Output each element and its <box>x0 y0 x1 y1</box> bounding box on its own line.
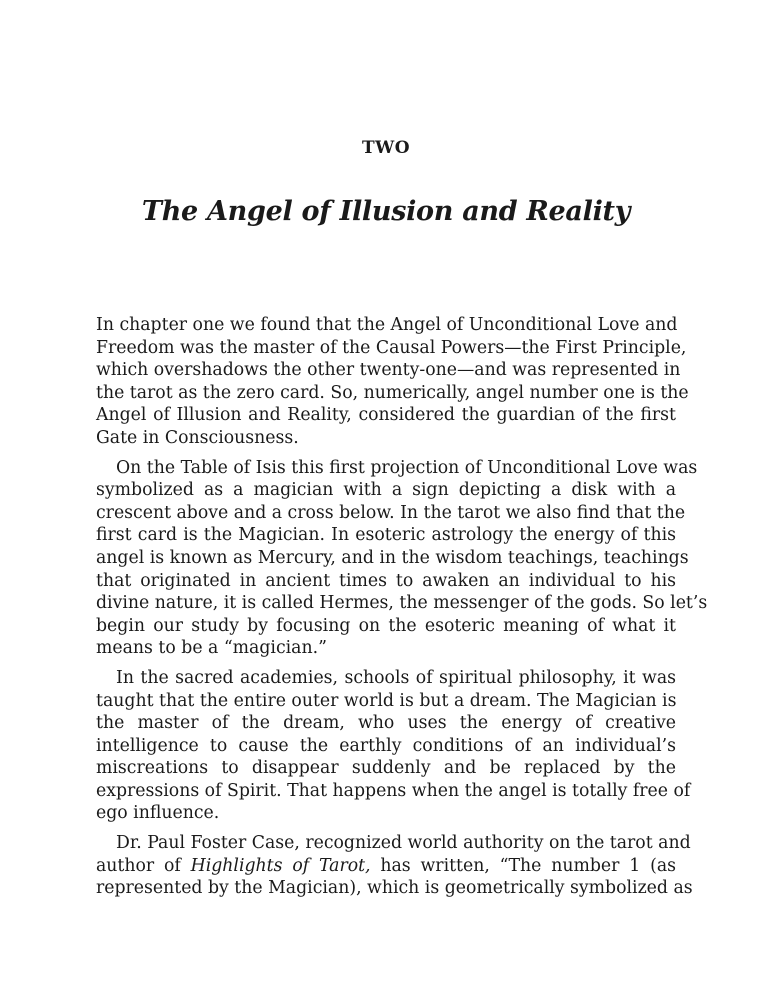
text-line: means to be a “magician.” <box>96 638 327 659</box>
paragraph <box>96 832 693 900</box>
text-line: intelligence to cause the earthly conditions of an individual’s <box>96 735 676 756</box>
text-line: In the sacred academies, schools of spiritual philosophy, it was <box>116 667 676 688</box>
text-line: Gate in Consciousness. <box>96 427 299 448</box>
text-line: On the Table of Isis this first projection of Unconditional Love was <box>116 457 698 478</box>
text-line: the tarot as the zero card. So, numerically, angel number one is the <box>96 382 689 403</box>
book-title: Highlights of Tarot, <box>190 855 371 876</box>
text-line: expressions of Spirit. That happens when the angel is totally free of <box>96 780 691 801</box>
text-line: represented by the Magician), which is geometrically symbolized as <box>96 878 693 899</box>
text-line: Freedom was the master of the Causal Powers—the First Principle, <box>96 337 687 358</box>
text-line: Dr. Paul Foster Case, recognized world authority on the tarot and <box>116 833 691 854</box>
text-line: that originated in ancient times to awaken an individual to his <box>96 570 676 591</box>
text-segment: author of <box>96 855 191 876</box>
text-line: divine nature, it is called Hermes, the messenger of the gods. So let’s <box>96 593 708 614</box>
text-line: taught that the entire outer world is but a dream. The Magician is <box>96 690 677 711</box>
text-line: crescent above and a cross below. In the tarot we also find that the <box>96 502 686 523</box>
chapter-title: The Angel of Illusion and Reality <box>141 196 631 227</box>
text-line: which overshadows the other twenty-one—and was represented in <box>96 360 681 381</box>
body-text <box>96 314 708 907</box>
paragraph <box>96 314 689 450</box>
text-line: symbolized as a magician with a sign depicting a disk with a <box>96 480 676 501</box>
text-line: ego influence. <box>96 803 220 824</box>
text-line: Angel of Illusion and Reality, considered the guardian of the first <box>96 405 676 426</box>
text-line: In chapter one we found that the Angel of Unconditional Love and <box>96 315 678 335</box>
chapter-number: TWO <box>361 138 411 158</box>
paragraph <box>96 667 691 825</box>
text-line: first card is the Magician. In esoteric astrology the energy of this <box>96 525 676 546</box>
text-line: begin our study by focusing on the esoteric meaning of what it <box>96 615 676 636</box>
text-line: the master of the dream, who uses the energy of creative <box>96 713 676 734</box>
paragraph <box>96 457 708 660</box>
text-line: angel is known as Mercury, and in the wisdom teachings, teachings <box>96 547 689 568</box>
text-line: miscreations to disappear suddenly and be replaced by the <box>96 758 676 779</box>
text-line <box>96 855 676 878</box>
text-segment: has written, “The number 1 (as <box>370 855 676 876</box>
